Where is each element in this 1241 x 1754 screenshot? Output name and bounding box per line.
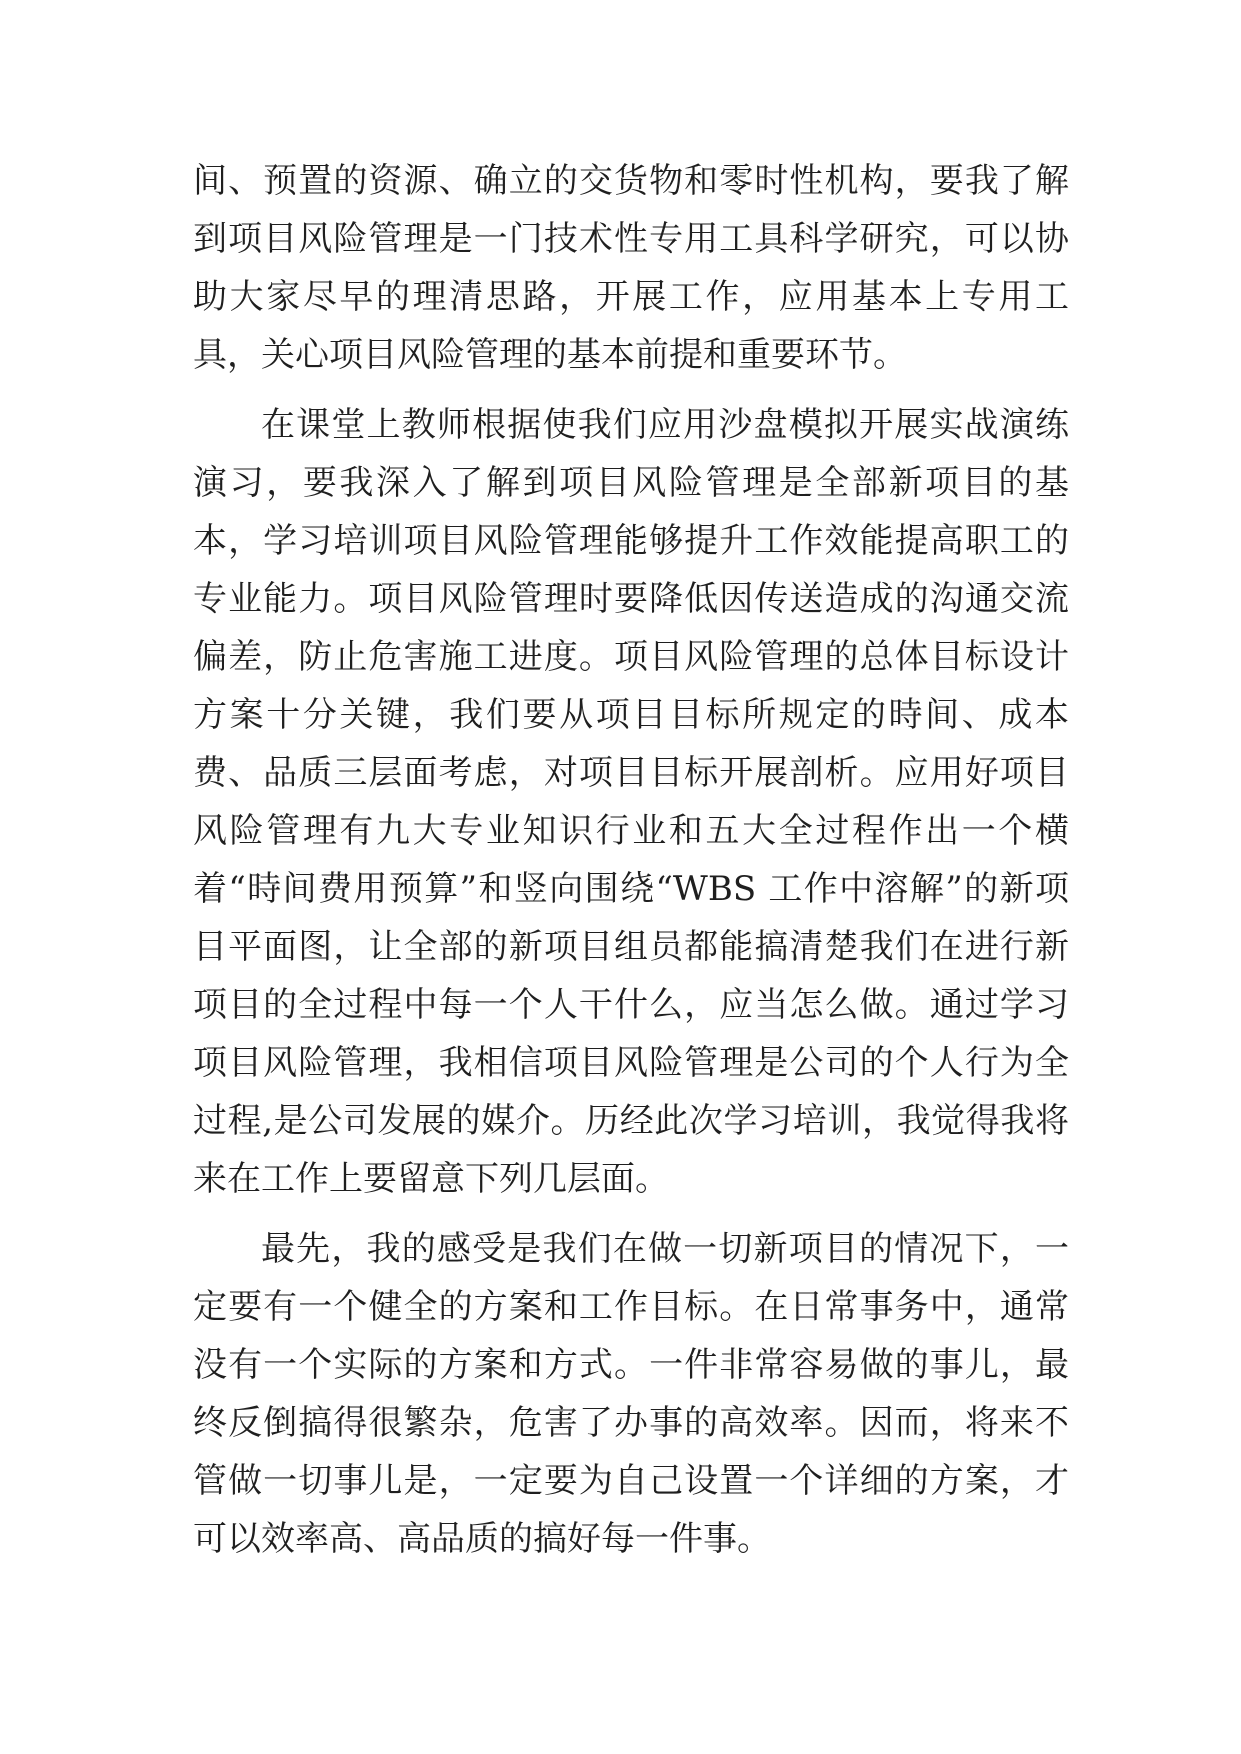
paragraph-1: 间、预置的资源、确立的交货物和零时性机构，要我了解到项目风险管理是一门技术性专用工具科学研究，可以协助大家尽早的理清思路，开展工作，应用基本上专用工具，关心项目风险管理的基本前提和重要环节。 [193,161,1069,375]
paragraph-2: 在课堂上教师根据使我们应用沙盘模拟开展实战演练演习，要我深入了解到项目风险管理是全部新项目的基本，学习培训项目风险管理能够提升工作效能提高职工的专业能力。项目风险管理时要降低因传送造成的沟通交流偏差，防止危害施工进度。项目风险管理的总体目标设计方案十分关键，我们要从项目目标所规定的時间、成本费、品质三层面考虑，对项目目标开展剖析。应用好项目风险管理有九大专业知识行业和五大全过程作出一个横着“時间费用预算”和竖向围绕“WBS 工作中溶解”的新项目平面图，让全部的新项目组员都能搞清楚我们在进行新项目的全过程中每一个人干什么，应当怎么做。通过学习项目风险管理，我相信项目风险管理是公司的个人行为全过程,是公司发展的媒介。历经此次学习培训，我觉得我将来在工作上要留意下列几层面。 [193,405,1069,1199]
document-body [193,152,1069,1568]
paragraph-3: 最先，我的感受是我们在做一切新项目的情况下，一定要有一个健全的方案和工作目标。在日常事务中，通常没有一个实际的方案和方式。一件非常容易做的事儿，最终反倒搞得很繁杂，危害了办事的高效率。因而，将来不管做一切事儿是，一定要为自己设置一个详细的方案，才可以效率高、高品质的搞好每一件事。 [193,1229,1069,1559]
